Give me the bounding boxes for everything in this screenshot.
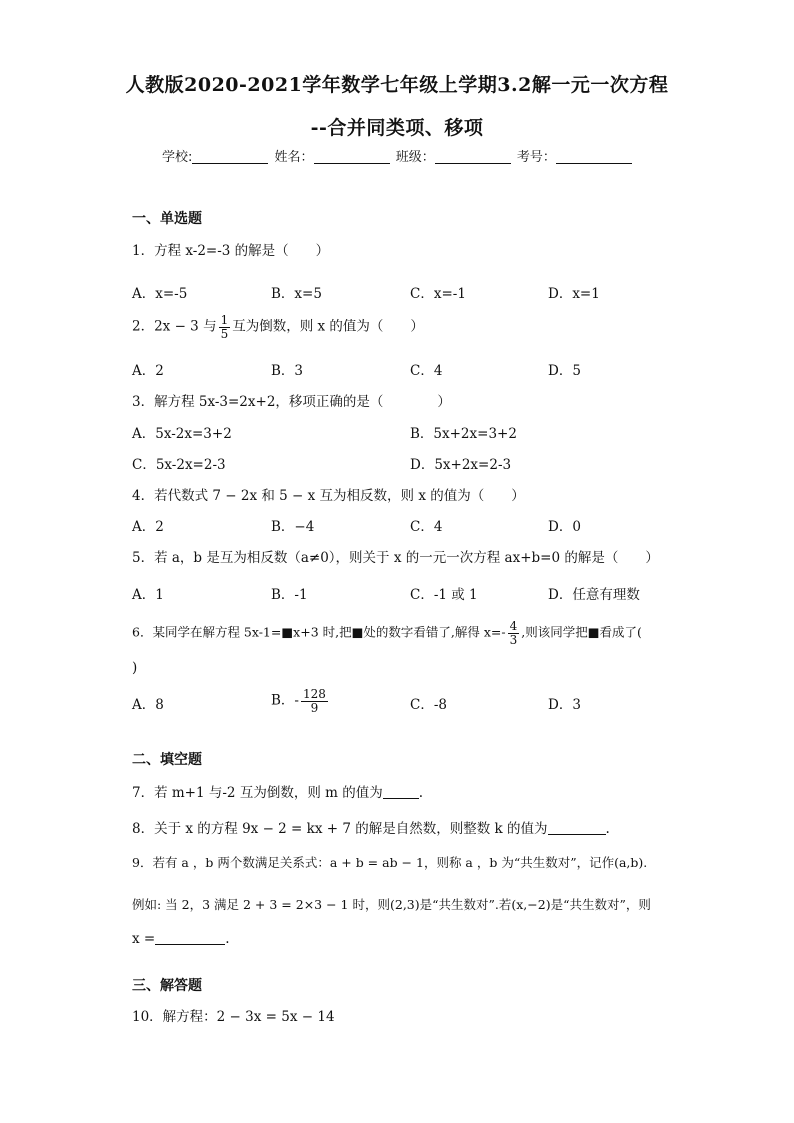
q1-option-a[interactable]: A．x=-5 (132, 286, 188, 302)
q5-option-c[interactable]: C．-1 或 1 (410, 587, 478, 603)
q7-text-post: . (418, 785, 423, 801)
question-1: 1．方程 x-2=-3 的解是（ ） (132, 243, 330, 259)
title-line-1: 人教版2020-2021学年数学七年级上学期3.2解一元一次方程 (125, 74, 669, 96)
q6-fraction (508, 620, 520, 646)
q3-option-a[interactable]: A．5x-2x=3+2 (132, 426, 232, 442)
q8-answer-blank[interactable] (548, 821, 606, 835)
question-3: 3．解方程 5x-3=2x+2，移项正确的是（ ） (132, 394, 451, 410)
q4-option-d[interactable]: D．0 (548, 519, 581, 535)
question-6 (132, 620, 642, 646)
q1-option-d[interactable]: D．x=1 (548, 286, 600, 302)
number-blank[interactable] (556, 149, 632, 164)
q6-option-a[interactable]: A．8 (132, 697, 164, 713)
section-single-choice: 一、单选题 (132, 211, 202, 227)
q6-fraction-denominator: 3 (509, 632, 518, 647)
q2-fraction-denominator: 5 (220, 326, 229, 341)
q5-option-a[interactable]: A．1 (132, 587, 164, 603)
name-blank[interactable] (314, 149, 390, 164)
q1-option-c[interactable]: C．x=-1 (410, 286, 466, 302)
q4-option-c[interactable]: C．4 (410, 519, 443, 535)
q4-option-a[interactable]: A．2 (132, 519, 164, 535)
question-4: 4．若代数式 7 − 2x 和 5 − x 互为相反数，则 x 的值为（ ） (132, 488, 525, 504)
q6-option-b[interactable] (271, 688, 330, 714)
section-fill-in: 二、填空题 (132, 752, 202, 768)
question-9-line-1: 9．若有 a ，b 两个数满足关系式：a + b = ab − 1，则称 a ，b 为“共生数对”，记作(a,b). (132, 855, 648, 870)
q6-text-continued: ) (132, 660, 138, 676)
q5-option-b[interactable]: B．-1 (271, 587, 308, 603)
q8-text-pre: 8．关于 x 的方程 9x − 2 = kx + 7 的解是自然数，则整数 k 的值为 (132, 821, 548, 837)
q2-text-pre: 2．2x − 3 与 (132, 318, 217, 335)
class-blank[interactable] (435, 149, 511, 164)
question-7 (132, 781, 423, 801)
title-line-2: --合并同类项、移项 (310, 117, 484, 139)
class-label: 班级： (395, 150, 435, 165)
q4-option-b[interactable]: B．−4 (271, 519, 315, 535)
q9-text-post: . (225, 931, 230, 947)
name-label: 姓名： (274, 150, 314, 165)
q5-option-d[interactable]: D．任意有理数 (548, 587, 640, 603)
q2-option-a[interactable]: A．2 (132, 363, 164, 379)
q6-option-b-fraction (301, 688, 328, 714)
school-label: 学校: (162, 150, 193, 165)
q3-option-d[interactable]: D．5x+2x=2-3 (410, 457, 512, 473)
q3-option-b[interactable]: B．5x+2x=3+2 (410, 426, 517, 442)
section-solve: 三、解答题 (132, 978, 202, 994)
q6-option-b-numerator: 128 (302, 687, 326, 701)
q6-option-b-denominator: 9 (310, 700, 319, 715)
q2-fraction-numerator: 1 (220, 313, 229, 327)
q3-option-c[interactable]: C．5x-2x=2-3 (132, 457, 226, 473)
q6-text-pre: 6．某同学在解方程 5x-1=■x+3 时,把■处的数字看错了,解得 x=- (132, 624, 506, 640)
q8-text-post: . (605, 821, 610, 837)
q7-answer-blank[interactable] (383, 785, 419, 799)
question-9-line-3 (132, 931, 230, 947)
question-9-line-2: 例如: 当 2，3 满足 2 + 3 = 2×3 − 1 时，则(2,3)是“共生数对”.若(x,−2)是“共生数对”，则 (132, 897, 651, 912)
question-5: 5．若 a，b 是互为相反数（a≠0），则关于 x 的一元一次方程 ax+b=0 的解是（ ） (132, 550, 659, 566)
q9-answer-blank[interactable] (155, 931, 225, 945)
q2-option-d[interactable]: D．5 (548, 363, 581, 379)
q6-fraction-numerator: 4 (509, 619, 518, 633)
q6-option-b-prefix: B．- (271, 692, 299, 709)
q6-option-c[interactable]: C．-8 (410, 697, 447, 713)
q2-option-b[interactable]: B．3 (271, 363, 304, 379)
q7-text-pre: 7．若 m+1 与-2 互为倒数，则 m 的值为 (132, 785, 383, 801)
number-label: 考号： (516, 150, 556, 165)
q2-option-c[interactable]: C．4 (410, 363, 443, 379)
q6-option-d[interactable]: D．3 (548, 697, 581, 713)
question-2 (132, 314, 424, 340)
student-info-row (162, 146, 634, 165)
question-8 (132, 817, 610, 837)
q6-text-post: ,则该同学把■看成了( (521, 624, 642, 640)
q2-fraction (219, 314, 231, 340)
q1-option-b[interactable]: B．x=5 (271, 286, 322, 302)
school-blank[interactable] (192, 149, 268, 164)
q9-text-pre: x = (132, 931, 156, 947)
question-10: 10．解方程：2 − 3x = 5x − 14 (132, 1009, 335, 1025)
q2-text-post: 互为倒数，则 x 的值为（ ） (232, 318, 424, 335)
